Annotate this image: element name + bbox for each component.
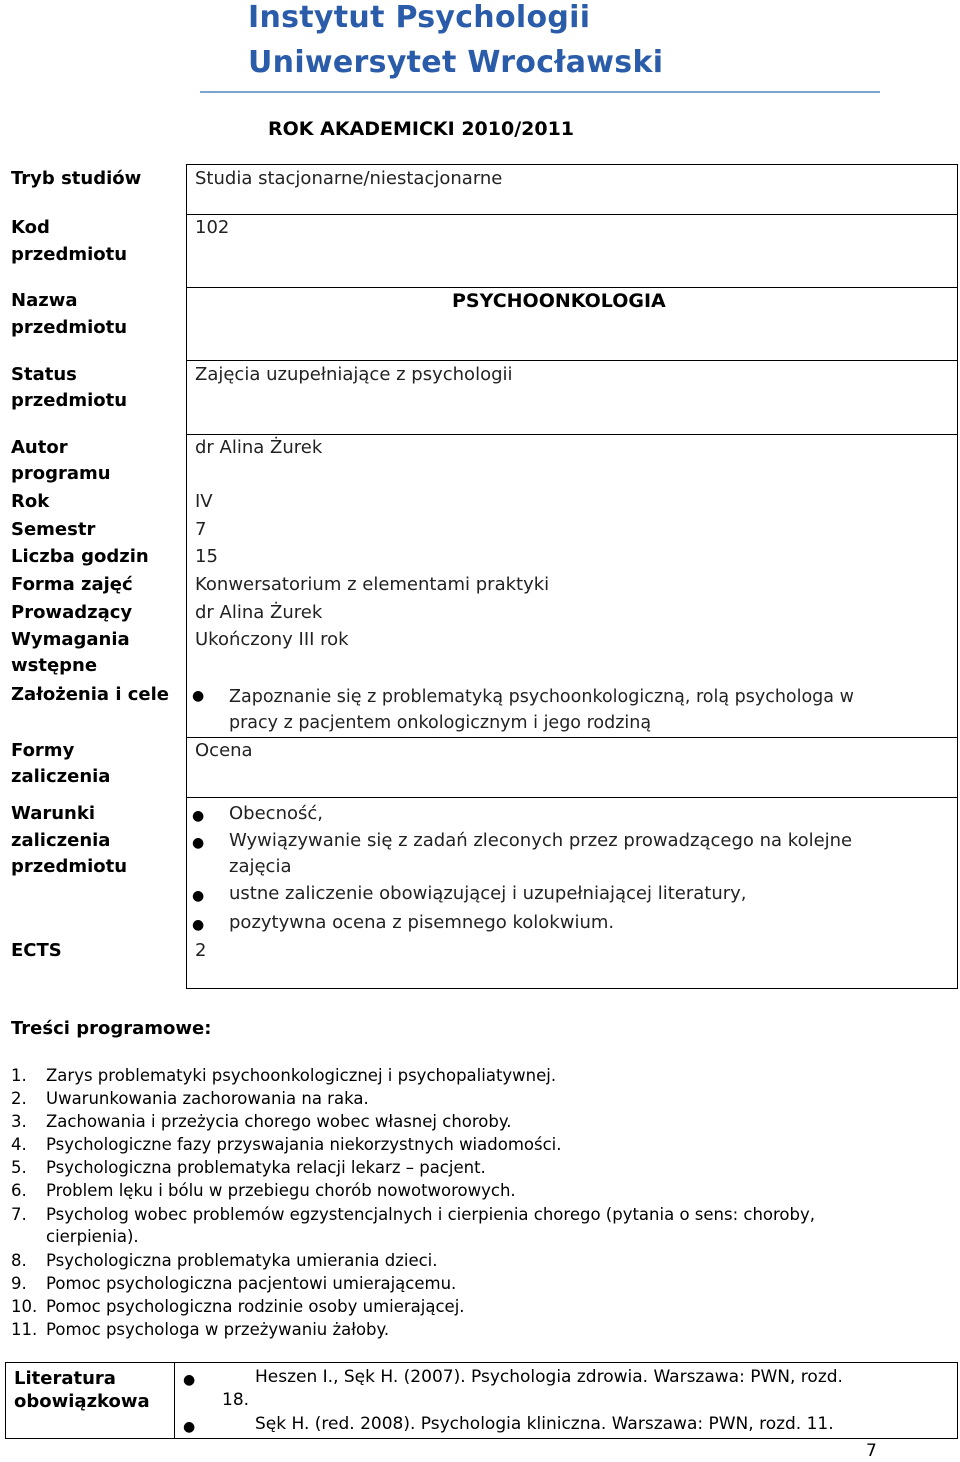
cele-line-1: Zapoznanie się z problematyką psychoonkologiczną, rolą psychologa w <box>229 687 854 707</box>
kod-label-2: przedmiotu <box>11 244 128 265</box>
literatura-item-continued: 18. <box>222 1390 250 1410</box>
academic-year: ROK AKADEMICKI 2010/2011 <box>268 118 575 140</box>
bullet-icon: ● <box>183 1419 196 1435</box>
list-item: Pomoc psychologiczna rodzinie osoby umierającej. <box>46 1297 465 1316</box>
list-item-number: 7. <box>11 1205 27 1224</box>
warunki-label-3: przedmiotu <box>11 856 128 877</box>
bullet-icon: ● <box>192 688 205 704</box>
semestr-value: 7 <box>195 519 207 540</box>
list-item: Zarys problematyki psychoonkologicznej i psychopaliatywnej. <box>46 1066 557 1085</box>
bullet-icon: ● <box>192 888 205 904</box>
forma-label: Forma zajęć <box>11 574 133 595</box>
bullet-icon: ● <box>192 835 205 851</box>
literatura-label-2: obowiązkowa <box>14 1391 150 1412</box>
list-item: Pomoc psychologiczna pacjentowi umierającemu. <box>46 1274 457 1293</box>
list-item-number: 10. <box>11 1297 38 1316</box>
literatura-item: Sęk H. (red. 2008). Psychologia kliniczna. Warszawa: PWN, rozd. 11. <box>255 1414 834 1434</box>
bullet-icon: ● <box>192 808 205 824</box>
university-title: Uniwersytet Wrocławski <box>248 45 664 80</box>
wymagania-label-2: wstępne <box>11 655 98 676</box>
list-item-continued: cierpienia). <box>46 1227 139 1246</box>
wymagania-label-1: Wymagania <box>11 629 130 650</box>
list-item: Psychologiczne fazy przyswajania niekorzystnych wiadomości. <box>46 1135 562 1154</box>
tryb-value: Studia stacjonarne/niestacjonarne <box>195 168 503 189</box>
kod-value: 102 <box>195 217 230 238</box>
list-item-number: 1. <box>11 1066 27 1085</box>
bullet-icon: ● <box>192 917 205 933</box>
prowadzacy-label: Prowadzący <box>11 602 133 623</box>
list-item-number: 9. <box>11 1274 27 1293</box>
autor-label-2: programu <box>11 463 111 484</box>
warunki-item: Obecność, <box>229 803 323 824</box>
warunki-label-2: zaliczenia <box>11 830 111 851</box>
formy-label-2: zaliczenia <box>11 766 111 787</box>
warunki-item: ustne zaliczenie obowiązującej i uzupełniającej literatury, <box>229 883 747 904</box>
prowadzacy-value: dr Alina Żurek <box>195 602 323 623</box>
cele-label: Założenia i cele <box>11 684 170 705</box>
warunki-item-continued: zajęcia <box>229 856 292 877</box>
rok-label: Rok <box>11 491 50 512</box>
tresci-title: Treści programowe: <box>11 1018 212 1039</box>
status-label-1: Status <box>11 364 77 385</box>
godziny-label: Liczba godzin <box>11 546 149 567</box>
list-item-number: 11. <box>11 1320 38 1339</box>
nazwa-label-1: Nazwa <box>11 290 78 311</box>
list-item: Pomoc psychologa w przeżywaniu żałoby. <box>46 1320 390 1339</box>
bullet-icon: ● <box>183 1372 196 1388</box>
institute-title: Instytut Psychologii <box>248 0 591 35</box>
semestr-label: Semestr <box>11 519 96 540</box>
warunki-label-1: Warunki <box>11 803 96 824</box>
list-item: Zachowania i przeżycia chorego wobec własnej choroby. <box>46 1112 512 1131</box>
list-item-number: 2. <box>11 1089 27 1108</box>
list-item-number: 4. <box>11 1135 27 1154</box>
list-item-number: 5. <box>11 1158 27 1177</box>
wymagania-value: Ukończony III rok <box>195 629 349 650</box>
header-divider <box>200 91 880 93</box>
list-item: Uwarunkowania zachorowania na raka. <box>46 1089 369 1108</box>
list-item: Psychologiczna problematyka relacji lekarz – pacjent. <box>46 1158 486 1177</box>
list-item-number: 3. <box>11 1112 27 1131</box>
formy-value: Ocena <box>195 740 253 761</box>
list-item: Psycholog wobec problemów egzystencjalnych i cierpienia chorego (pytania o sens: choroby, <box>46 1205 816 1224</box>
ects-label: ECTS <box>11 940 62 961</box>
ects-value: 2 <box>195 940 207 961</box>
status-value: Zajęcia uzupełniające z psychologii <box>195 364 513 385</box>
autor-value: dr Alina Żurek <box>195 437 323 458</box>
page-number: 7 <box>866 1441 877 1461</box>
literatura-label-1: Literatura <box>14 1368 116 1389</box>
formy-label-1: Formy <box>11 740 75 761</box>
cele-line-2: pracy z pacjentem onkologicznym i jego rodziną <box>229 713 652 733</box>
forma-value: Konwersatorium z elementami praktyki <box>195 574 550 595</box>
godziny-value: 15 <box>195 546 218 567</box>
list-item: Problem lęku i bólu w przebiegu chorób nowotworowych. <box>46 1181 516 1200</box>
rok-value: IV <box>195 491 213 512</box>
list-item: Psychologiczna problematyka umierania dzieci. <box>46 1251 438 1270</box>
nazwa-label-2: przedmiotu <box>11 317 128 338</box>
list-item-number: 8. <box>11 1251 27 1270</box>
status-label-2: przedmiotu <box>11 390 128 411</box>
autor-label-1: Autor <box>11 437 68 458</box>
warunki-item: Wywiązywanie się z zadań zleconych przez prowadzącego na kolejne <box>229 830 853 851</box>
warunki-item: pozytywna ocena z pisemnego kolokwium. <box>229 912 615 933</box>
list-item-number: 6. <box>11 1181 27 1200</box>
kod-label-1: Kod <box>11 217 50 238</box>
nazwa-value: PSYCHOONKOLOGIA <box>452 290 666 312</box>
literatura-item: Heszen I., Sęk H. (2007). Psychologia zdrowia. Warszawa: PWN, rozd. <box>255 1367 843 1387</box>
tryb-label: Tryb studiów <box>11 168 142 189</box>
